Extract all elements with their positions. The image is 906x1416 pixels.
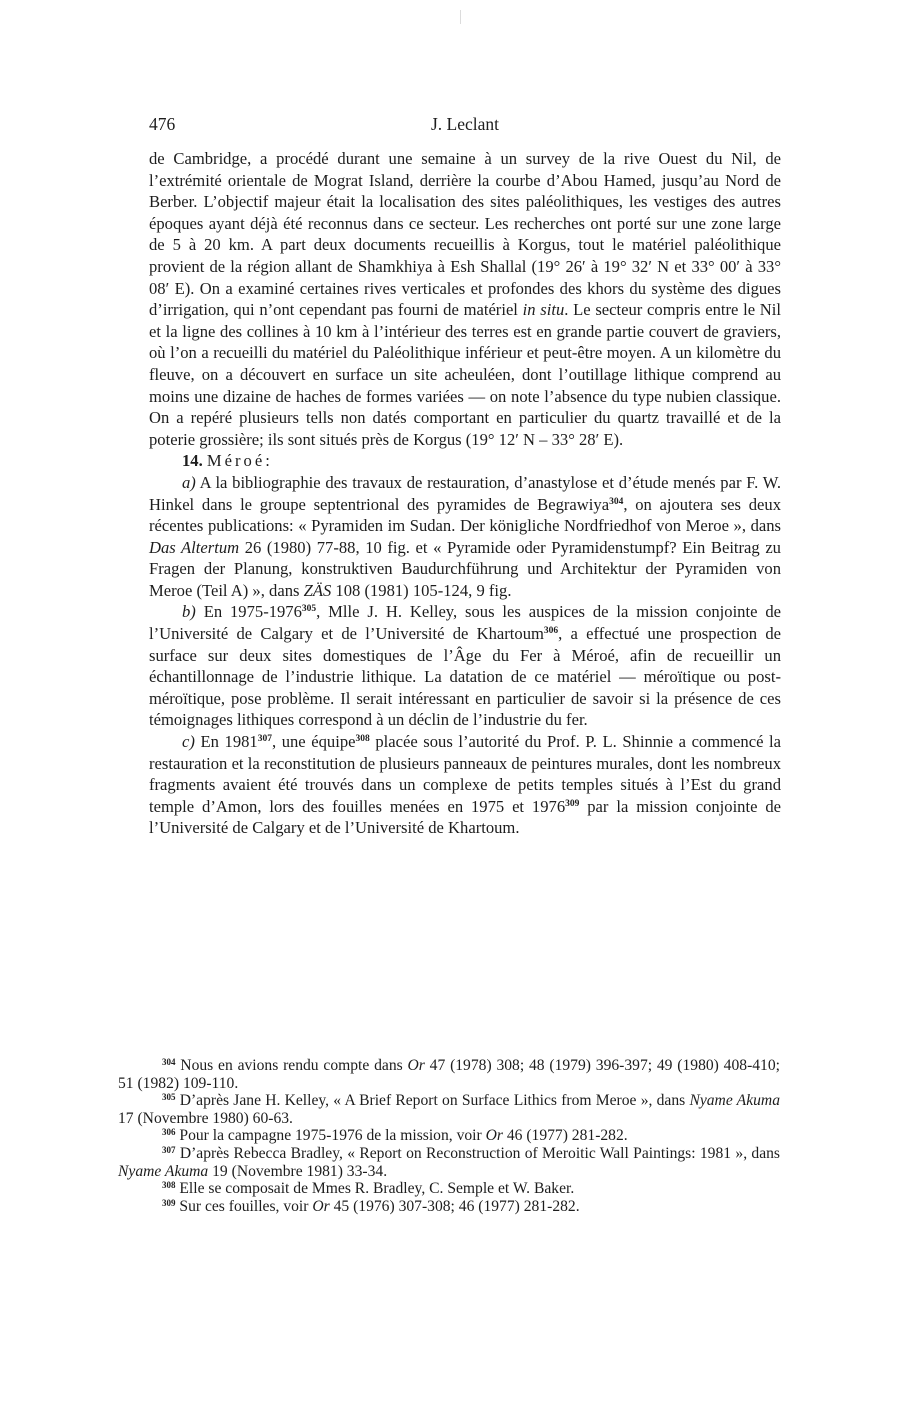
- text-run: Elle se composait de Mmes R. Bradley, C. Semple et W. Baker.: [175, 1180, 575, 1198]
- text-run: par la mission conjointe de l’Université de Calgary et de l’Université de Khartoum.: [149, 796, 782, 838]
- text-run: 108 (1981) 105-124, 9 fig.: [331, 580, 512, 600]
- item-label: a): [182, 472, 196, 492]
- text-run: , une équipe: [271, 732, 356, 752]
- text-run: . Le secteur compris entre le Nil et la ligne des collines à 10 km à l’intérieur des terres est en grande partie couvert de graviers, où l’on a recueilli du matériel du Paléolithique inférieur et peut-être moyen. A un kilomètre du fleuve, on a découvert en surface un site acheuléen, dont l’outillage lithique comprend au moins une dizaine de haches de formes variées — on note l’absence du type nubien classique. On a repéré plusieurs tells non datés comportant en particulier du quartz travaillé et de la poterie grossière; ils sont situés près de Korgus (19° 12′ N – 33° 28′ E).: [149, 300, 781, 449]
- footnote-305: [118, 1092, 780, 1127]
- footnote-ref[interactable]: 304: [609, 496, 624, 507]
- text-run: de Cambridge, a procédé durant une semaine à un survey de la rive Ouest du Nil, de l’extrémité orientale de Mograt Island, derrière la courbe d’Abou Hamed, jusqu’au Nord de Berber. L’objectif majeur était la localisation des sites paléolithiques, les vestiges des autres époques ayant déjà été reconnus dans ce secteur. Les recherches ont porté sur une zone large de 5 à 20 km. A part deux documents recueillis à Korgus, tout le matériel paléolithique provient de la région allant de Shamkhiya à Esh Shallal (19° 26′ à 19° 32′ N et 33° 00′ à 33° 08′ E). On a examiné certaines rives verticales et profondes des khors du système des digues d’irrigation, qui n’ont cependant pas fourni de matériel: [149, 149, 781, 320]
- footnote-306: [118, 1127, 780, 1145]
- italic-run: Das Altertum: [149, 537, 240, 557]
- text-run: D’après Jane H. Kelley, « A Brief Report on Surface Lithics from Meroe », dans: [175, 1092, 690, 1110]
- section-number: 14.: [182, 451, 203, 471]
- text-run: , Mlle J. H. Kelley, sous les auspices de la mission conjointe de l’Université de Calgary et de l’Université de Khartoum: [149, 602, 781, 644]
- footnote-ref[interactable]: 308: [355, 734, 370, 745]
- footnote-304: [118, 1057, 780, 1092]
- text-run: D’après Rebecca Bradley, « Report on Reconstruction of Meroitic Wall Paintings: 1981 », dans: [175, 1144, 780, 1162]
- scan-mark: [460, 10, 461, 24]
- text-run: 47 (1978) 308; 48 (1979) 396-397; 49 (1980) 408-410; 51 (1982) 109-110.: [118, 1057, 780, 1092]
- text-run: 17 (Novembre 1980) 60-63.: [118, 1109, 293, 1127]
- text-run: placée sous l’autorité du Prof. P. L. Shinnie a commencé la restauration et la reconstitution de plusieurs panneaux de peintures murales, dont les nombreux fragments avaient été trouvés dans un complexe de petits temples situés à l’Est du grand temple d’Amon, lors des fouilles menées en 1975 et 1976: [149, 732, 782, 816]
- main-text: [149, 148, 781, 839]
- text-run: 26 (1980) 77-88, 10 fig. et « Pyramide oder Pyramidenstumpf? Ein Beitrag zu Fragen der Planung, konstruktiven Baudurchführung und Architektur der Pyramiden von Meroe (Teil A) », dans: [149, 537, 781, 600]
- item-label: c): [182, 732, 195, 752]
- section-heading: [149, 450, 781, 472]
- text-run: 19 (Novembre 1981) 33-34.: [208, 1162, 388, 1180]
- footnote-308: [118, 1180, 780, 1198]
- text-run: En 1981: [194, 732, 258, 752]
- italic-run: Or: [407, 1057, 425, 1074]
- footnote-number: 306: [162, 1127, 176, 1138]
- footnote-ref[interactable]: 309: [565, 798, 580, 809]
- text-run: , on ajoutera ses deux récentes publications: « Pyramiden im Sudan. Der königliche Nordfriedhof von Meroe », dans: [149, 494, 781, 536]
- footnote-ref[interactable]: 306: [543, 626, 559, 637]
- text-run: , a effectué une prospection de surface sur deux sites domestiques de l’Âge du Fer à Méroé, afin de recueillir un échantillonnage de l’industrie lithique. La datation de ce matériel — méroïtique ou post-méroïtique, pose problème. Il serait intéressant en particulier de savoir si la présence de ces témoignages lithiques correspond à un déclin de l’industrie du fer.: [149, 624, 782, 730]
- running-head: J. Leclant: [430, 114, 500, 134]
- paragraph-b: [149, 601, 781, 731]
- footnote-number: 308: [162, 1180, 176, 1191]
- page-header: [149, 114, 781, 138]
- text-run: A la bibliographie des travaux de restauration, d’anastylose et d’étude menés par F. W. Hinkel dans le groupe septentrional des pyramides de Begrawiya: [149, 472, 781, 514]
- footnote-number: 307: [162, 1144, 176, 1155]
- text-run: Nous en avions rendu compte dans: [175, 1057, 408, 1074]
- text-run: En 1975-1976: [195, 602, 302, 622]
- section-title: Méroé:: [206, 451, 273, 471]
- footnotes: [118, 1057, 780, 1215]
- italic-run: Or: [485, 1127, 503, 1145]
- footnote-number: 305: [162, 1092, 176, 1103]
- paragraph-c: [149, 731, 781, 839]
- italic-run: Nyame Akuma: [118, 1162, 209, 1180]
- italic-run: Or: [312, 1197, 330, 1215]
- footnote-ref[interactable]: 305: [301, 604, 317, 615]
- text-run: 45 (1976) 307-308; 46 (1977) 281-282.: [329, 1197, 580, 1215]
- italic-run: Nyame Akuma: [689, 1092, 780, 1110]
- italic-run: ZÄS: [303, 580, 332, 600]
- page-number: 476: [149, 114, 176, 134]
- footnote-309: [118, 1198, 780, 1216]
- text-run: Pour la campagne 1975-1976 de la mission, voir: [175, 1127, 486, 1145]
- text-run: 46 (1977) 281-282.: [502, 1127, 628, 1145]
- italic-run: in situ: [522, 300, 565, 320]
- footnote-307: [118, 1145, 780, 1180]
- footnote-number: 309: [162, 1197, 176, 1208]
- footnote-number: 304: [162, 1057, 176, 1067]
- paragraph-a: [149, 472, 781, 602]
- item-label: b): [182, 602, 196, 622]
- footnote-ref[interactable]: 307: [257, 734, 272, 745]
- paragraph-survey: [149, 148, 781, 450]
- text-run: Sur ces fouilles, voir: [175, 1197, 313, 1215]
